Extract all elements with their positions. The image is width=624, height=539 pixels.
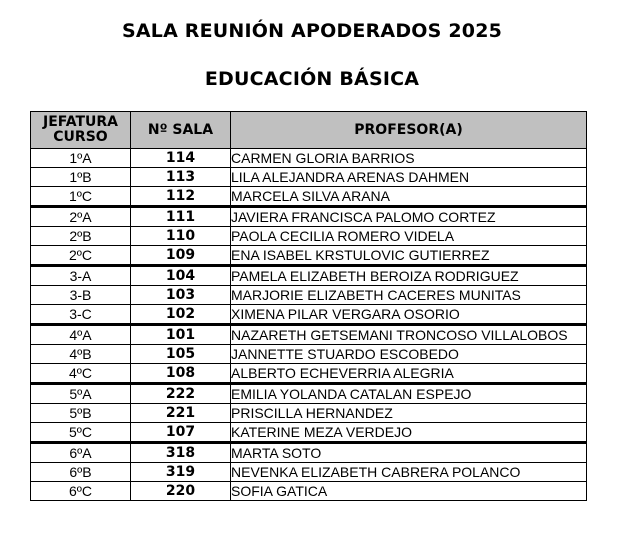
table-row xyxy=(31,443,587,463)
course-cell: 3-A xyxy=(31,266,131,286)
room-cell: 222 xyxy=(131,384,231,404)
course-cell: 2ºC xyxy=(31,246,131,266)
table-row xyxy=(31,246,587,266)
teacher-cell: JANNETTE STUARDO ESCOBEDO xyxy=(231,345,587,364)
teacher-cell: ALBERTO ECHEVERRIA ALEGRIA xyxy=(231,364,587,384)
course-cell: 4ºA xyxy=(31,325,131,345)
table-row xyxy=(31,384,587,404)
table-row xyxy=(31,345,587,364)
course-cell: 6ºA xyxy=(31,443,131,463)
room-cell: 113 xyxy=(131,168,231,187)
table-header-row xyxy=(31,112,587,149)
course-cell: 1ºC xyxy=(31,187,131,207)
room-cell: 105 xyxy=(131,345,231,364)
teacher-cell: JAVIERA FRANCISCA PALOMO CORTEZ xyxy=(231,207,587,227)
table-row xyxy=(31,187,587,207)
header-curso xyxy=(31,112,131,149)
table-row xyxy=(31,404,587,423)
course-cell: 5ºB xyxy=(31,404,131,423)
table-row xyxy=(31,266,587,286)
room-cell: 107 xyxy=(131,423,231,443)
table-row xyxy=(31,364,587,384)
table-row xyxy=(31,325,587,345)
table-row xyxy=(31,207,587,227)
table-body xyxy=(31,149,587,501)
course-cell: 5ºA xyxy=(31,384,131,404)
course-cell: 6ºC xyxy=(31,482,131,501)
room-cell: 319 xyxy=(131,463,231,482)
table-row xyxy=(31,149,587,168)
course-cell: 2ºB xyxy=(31,227,131,246)
teacher-cell: MARTA SOTO xyxy=(231,443,587,463)
room-cell: 114 xyxy=(131,149,231,168)
room-cell: 220 xyxy=(131,482,231,501)
table-row xyxy=(31,463,587,482)
teacher-cell: NAZARETH GETSEMANI TRONCOSO VILLALOBOS xyxy=(231,325,587,345)
rooms-table xyxy=(30,111,587,501)
room-cell: 109 xyxy=(131,246,231,266)
room-cell: 112 xyxy=(131,187,231,207)
teacher-cell: NEVENKA ELIZABETH CABRERA POLANCO xyxy=(231,463,587,482)
room-cell: 111 xyxy=(131,207,231,227)
course-cell: 3-C xyxy=(31,305,131,325)
teacher-cell: SOFIA GATICA xyxy=(231,482,587,501)
course-cell: 4ºB xyxy=(31,345,131,364)
course-cell: 1ºA xyxy=(31,149,131,168)
course-cell: 4ºC xyxy=(31,364,131,384)
teacher-cell: ENA ISABEL KRSTULOVIC GUTIERREZ xyxy=(231,246,587,266)
room-cell: 103 xyxy=(131,286,231,305)
room-cell: 104 xyxy=(131,266,231,286)
document-title: SALA REUNIÓN APODERADOS 2025 xyxy=(121,20,503,42)
header-profesor: PROFESOR(A) xyxy=(231,112,587,149)
teacher-cell: PAOLA CECILIA ROMERO VIDELA xyxy=(231,227,587,246)
room-cell: 110 xyxy=(131,227,231,246)
course-cell: 5ºC xyxy=(31,423,131,443)
teacher-cell: KATERINE MEZA VERDEJO xyxy=(231,423,587,443)
header-sala: Nº SALA xyxy=(131,112,231,149)
table-row xyxy=(31,286,587,305)
room-cell: 221 xyxy=(131,404,231,423)
room-cell: 102 xyxy=(131,305,231,325)
room-cell: 101 xyxy=(131,325,231,345)
table-row xyxy=(31,482,587,501)
table-row xyxy=(31,168,587,187)
course-cell: 2ºA xyxy=(31,207,131,227)
teacher-cell: XIMENA PILAR VERGARA OSORIO xyxy=(231,305,587,325)
teacher-cell: MARCELA SILVA ARANA xyxy=(231,187,587,207)
teacher-cell: PRISCILLA HERNANDEZ xyxy=(231,404,587,423)
document-subtitle: EDUCACIÓN BÁSICA xyxy=(204,68,420,90)
teacher-cell: EMILIA YOLANDA CATALAN ESPEJO xyxy=(231,384,587,404)
table-row xyxy=(31,423,587,443)
teacher-cell: CARMEN GLORIA BARRIOS xyxy=(231,149,587,168)
room-cell: 318 xyxy=(131,443,231,463)
header-curso-line1: JEFATURA xyxy=(42,114,118,130)
header-curso-line2: CURSO xyxy=(53,129,108,145)
course-cell: 1ºB xyxy=(31,168,131,187)
teacher-cell: PAMELA ELIZABETH BEROIZA RODRIGUEZ xyxy=(231,266,587,286)
course-cell: 3-B xyxy=(31,286,131,305)
room-cell: 108 xyxy=(131,364,231,384)
course-cell: 6ºB xyxy=(31,463,131,482)
teacher-cell: LILA ALEJANDRA ARENAS DAHMEN xyxy=(231,168,587,187)
teacher-cell: MARJORIE ELIZABETH CACERES MUNITAS xyxy=(231,286,587,305)
table-row xyxy=(31,227,587,246)
table-row xyxy=(31,305,587,325)
